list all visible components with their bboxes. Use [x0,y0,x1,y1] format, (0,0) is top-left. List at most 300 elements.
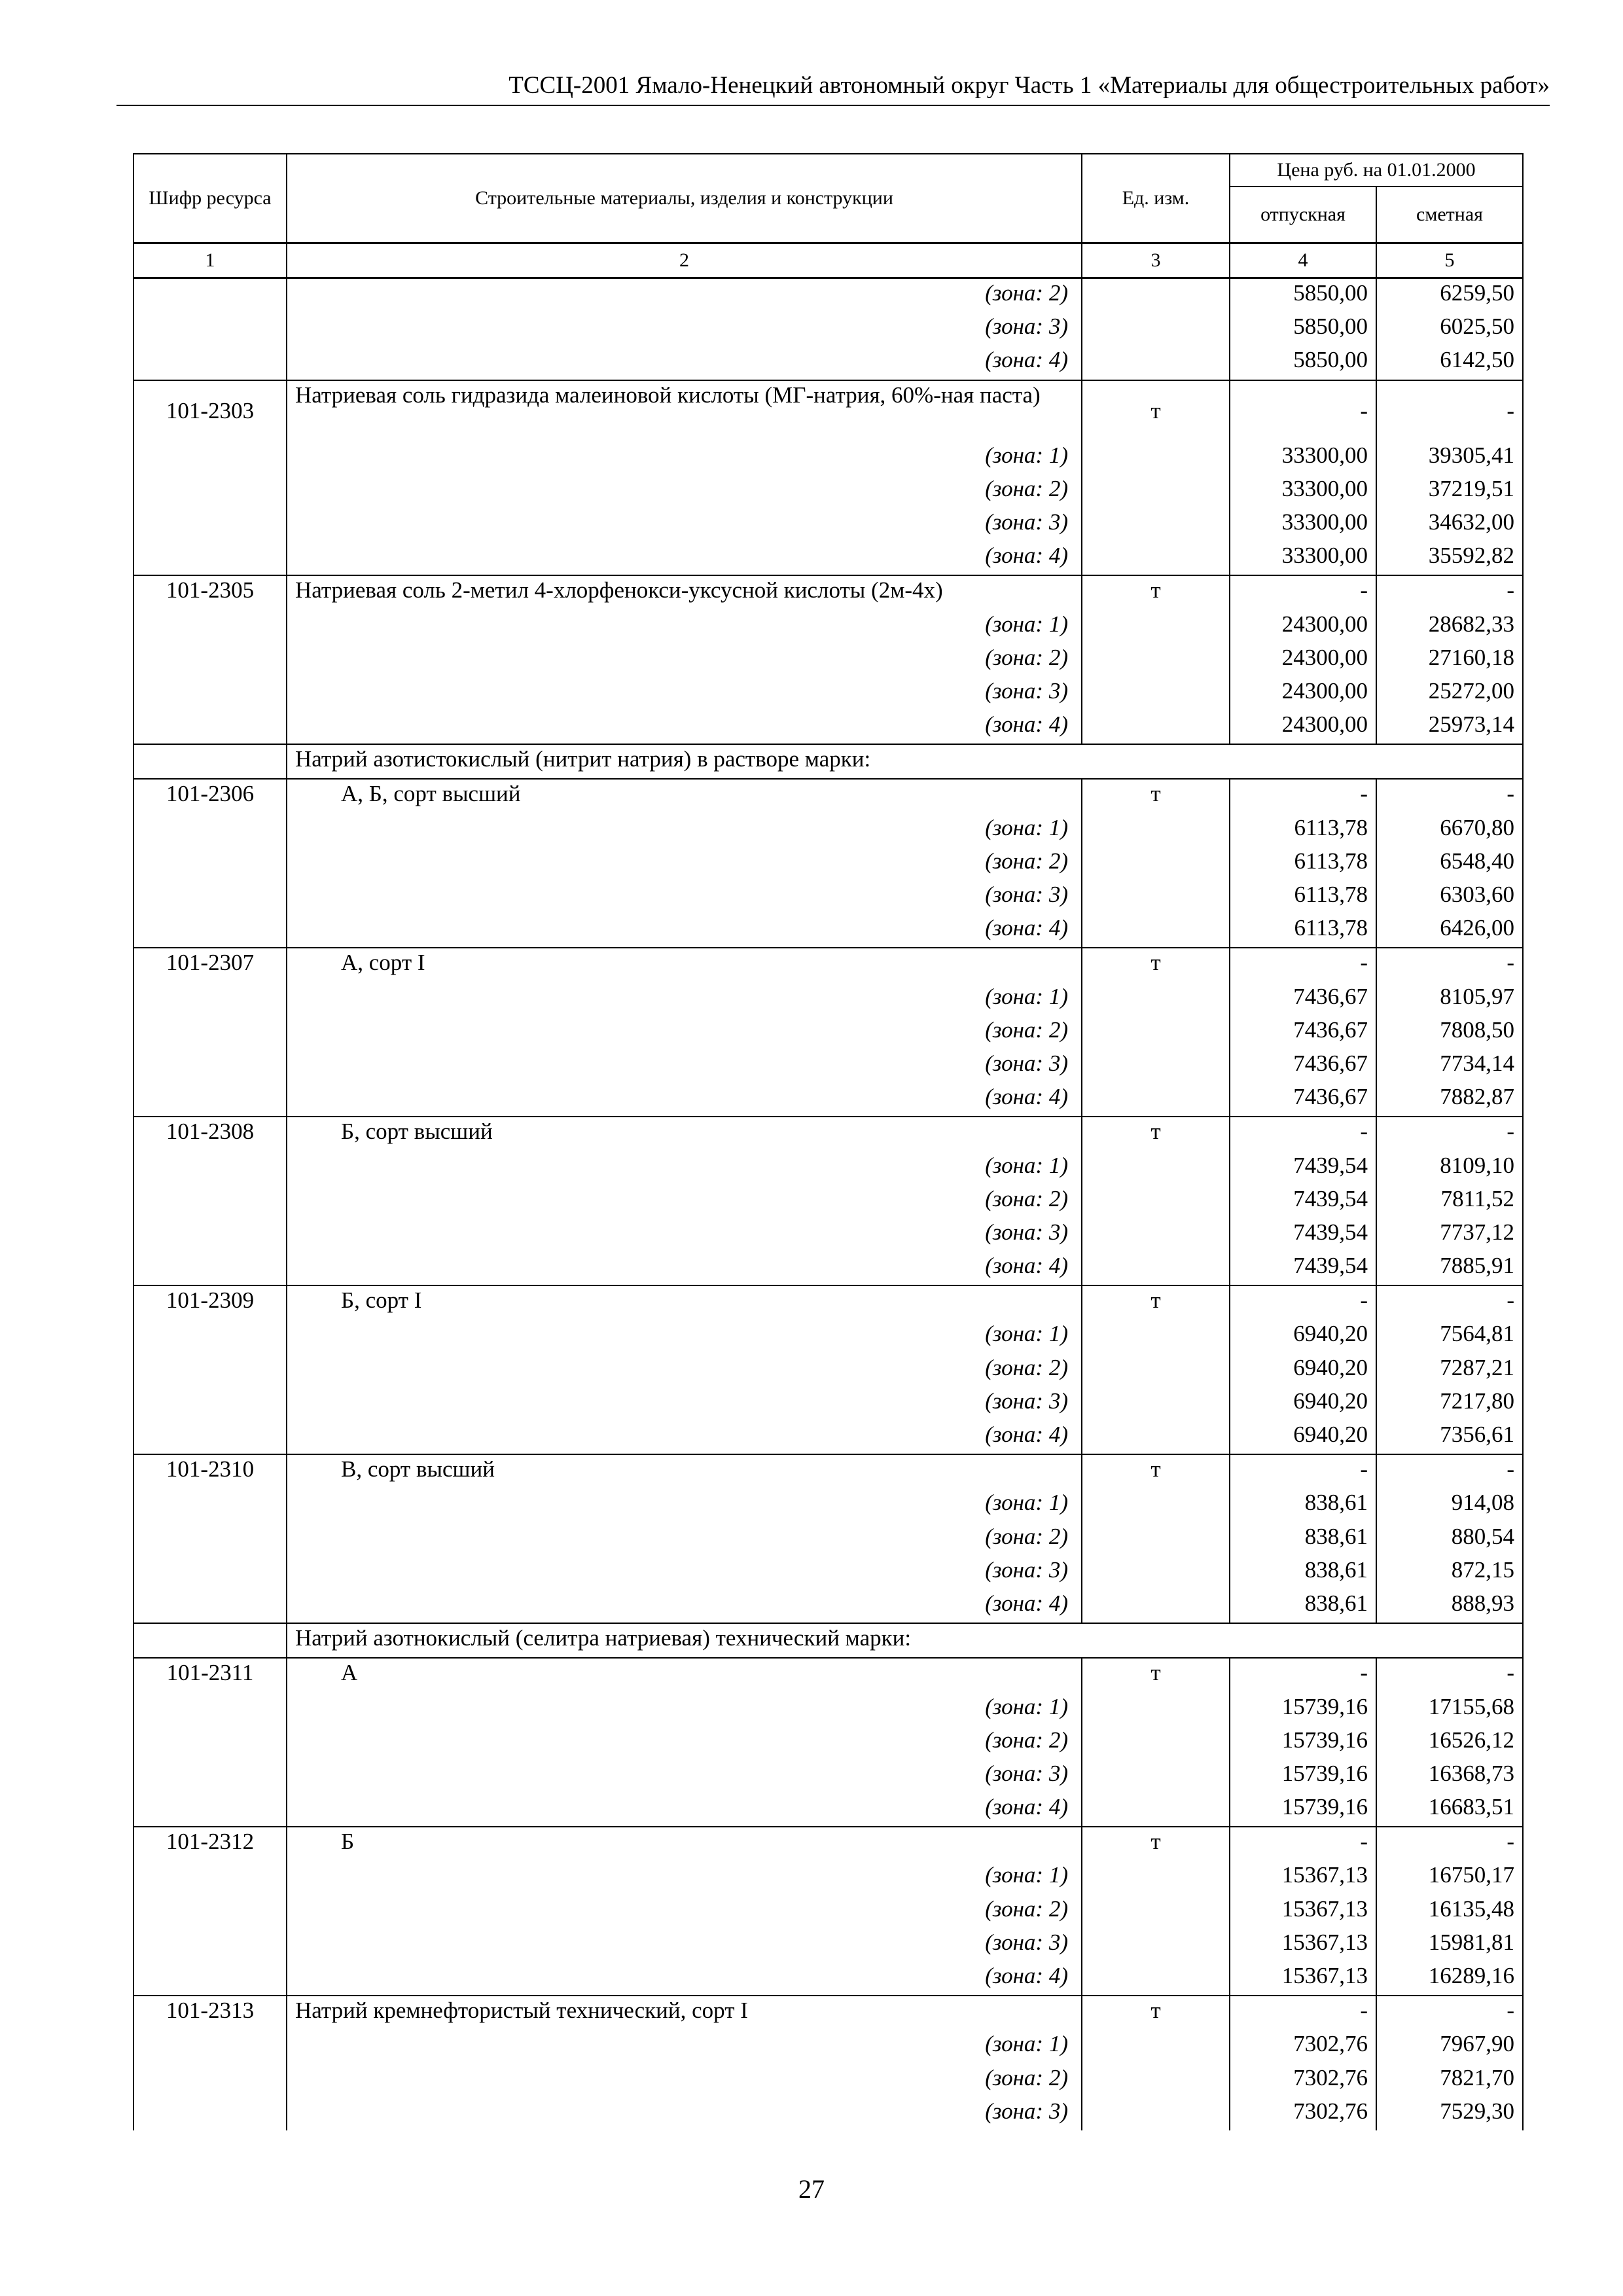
unit-cell: т [1082,1117,1230,1151]
estimate-price: - [1376,1996,1523,2030]
zone-label: (зона: 3) [287,312,1082,346]
code-cell [134,1420,287,1454]
unit-cell [1082,1693,1230,1726]
price-table [133,153,1524,2130]
release-price: 15367,13 [1230,1895,1376,1928]
zone-row [134,441,1523,475]
code-cell [134,1522,287,1556]
zone-label: (зона: 4) [287,1420,1082,1454]
release-price: - [1230,1827,1376,1861]
zone-row [134,814,1523,847]
code-cell [134,312,287,346]
zone-label: (зона: 2) [287,1522,1082,1556]
release-price: 7439,54 [1230,1185,1376,1218]
material-name [287,1454,1082,1488]
estimate-price: 6426,00 [1376,914,1523,948]
estimate-price: 34632,00 [1376,508,1523,541]
estimate-price: - [1376,1117,1523,1151]
zone-label: (зона: 3) [287,1759,1082,1793]
unit-cell [1082,847,1230,880]
zone-label: (зона: 4) [287,710,1082,744]
zone-label: (зона: 3) [287,880,1082,914]
code-cell [134,1861,287,1894]
zone-row [134,1049,1523,1083]
code-cell [134,982,287,1016]
zone-row [134,278,1523,313]
unit-cell [1082,880,1230,914]
code-cell [134,1083,287,1117]
code-cell [134,1759,287,1793]
zone-label: (зона: 1) [287,1488,1082,1522]
zone-row [134,1016,1523,1049]
unit-cell [1082,475,1230,508]
code-cell [134,643,287,677]
zone-row [134,1895,1523,1928]
code-cell [134,508,287,541]
unit-cell: т [1082,1658,1230,1692]
estimate-price: 7217,80 [1376,1387,1523,1420]
zone-row [134,710,1523,744]
unit-cell [1082,1589,1230,1623]
col-header-estimate: сметная [1376,187,1523,243]
zone-label: (зона: 4) [287,1589,1082,1623]
unit-cell [1082,1522,1230,1556]
zone-label: (зона: 3) [287,1387,1082,1420]
zone-row [134,643,1523,677]
zone-label: (зона: 4) [287,1083,1082,1117]
estimate-price: 8105,97 [1376,982,1523,1016]
estimate-price: 6259,50 [1376,278,1523,313]
unit-cell [1082,278,1230,313]
release-price: - [1230,1658,1376,1692]
table-row [134,1117,1523,1151]
code-cell [134,847,287,880]
zone-label: (зона: 4) [287,1962,1082,1996]
zone-label: (зона: 2) [287,1354,1082,1387]
resource-code: 101-2309 [134,1285,287,1319]
estimate-price: - [1376,1454,1523,1488]
zone-label: (зона: 1) [287,1319,1082,1353]
estimate-price: 7734,14 [1376,1049,1523,1083]
unit-cell: т [1082,1827,1230,1861]
unit-cell [1082,1049,1230,1083]
col-number: 5 [1376,243,1523,278]
material-name-text: А, Б, сорт высший [341,781,521,807]
estimate-price: 880,54 [1376,1522,1523,1556]
estimate-price: 6142,50 [1376,346,1523,380]
resource-code: 101-2313 [134,1996,287,2030]
estimate-price: 7808,50 [1376,1016,1523,1049]
estimate-price: 16683,51 [1376,1793,1523,1827]
table-body [134,278,1523,2130]
zone-label: (зона: 3) [287,1928,1082,1962]
table-row [134,1996,1523,2030]
release-price: 838,61 [1230,1589,1376,1623]
release-price: 5850,00 [1230,278,1376,313]
material-name [287,1117,1082,1151]
unit-cell [1082,1185,1230,1218]
unit-cell: т [1082,1454,1230,1488]
release-price: 33300,00 [1230,508,1376,541]
release-price: 838,61 [1230,1488,1376,1522]
zone-row [134,610,1523,643]
zone-row [134,1726,1523,1759]
unit-cell [1082,1016,1230,1049]
code-cell [134,1623,287,1658]
table-row [134,1658,1523,1692]
release-price: 7439,54 [1230,1218,1376,1251]
unit-cell [1082,1928,1230,1962]
zone-row [134,541,1523,575]
code-cell [134,880,287,914]
code-cell [134,1895,287,1928]
zone-label: (зона: 3) [287,1218,1082,1251]
release-price: 24300,00 [1230,677,1376,710]
estimate-price: - [1376,1285,1523,1319]
unit-cell [1082,1488,1230,1522]
release-price: 7302,76 [1230,2097,1376,2130]
code-cell [134,1185,287,1218]
zone-label: (зона: 2) [287,1895,1082,1928]
table-row [134,1827,1523,1861]
zone-label: (зона: 4) [287,1793,1082,1827]
code-cell [134,1319,287,1353]
material-name-text: А [341,1660,358,1686]
code-cell [134,1151,287,1185]
release-price: 5850,00 [1230,346,1376,380]
table-row [134,948,1523,982]
unit-cell [1082,643,1230,677]
zone-label: (зона: 2) [287,643,1082,677]
zone-label: (зона: 1) [287,1861,1082,1894]
zone-label: (зона: 1) [287,1151,1082,1185]
release-price: 6113,78 [1230,847,1376,880]
release-price: 6940,20 [1230,1387,1376,1420]
estimate-price: 888,93 [1376,1589,1523,1623]
code-cell [134,1693,287,1726]
zone-label: (зона: 3) [287,677,1082,710]
zone-row [134,2097,1523,2130]
col-header-code: Шифр ресурса [134,154,287,243]
release-price: 7439,54 [1230,1151,1376,1185]
unit-cell [1082,677,1230,710]
unit-cell [1082,1895,1230,1928]
zone-label: (зона: 4) [287,541,1082,575]
unit-cell [1082,541,1230,575]
material-name-text: Б, сорт I [341,1287,422,1314]
material-name [287,1827,1082,1861]
group-heading: Натрий азотистокислый (нитрит натрия) в растворе марки: [287,744,1523,779]
release-price: 838,61 [1230,1556,1376,1589]
zone-label: (зона: 2) [287,2064,1082,2097]
unit-cell [1082,508,1230,541]
estimate-price: 25272,00 [1376,677,1523,710]
zone-label: (зона: 3) [287,1049,1082,1083]
table-head [134,154,1523,278]
unit-cell: т [1082,1996,1230,2030]
code-cell [134,1793,287,1827]
zone-row [134,1589,1523,1623]
unit-cell [1082,1354,1230,1387]
release-price: 24300,00 [1230,643,1376,677]
unit-cell [1082,710,1230,744]
zone-label: (зона: 4) [287,914,1082,948]
zone-row [134,1420,1523,1454]
zone-label: (зона: 1) [287,1693,1082,1726]
material-name [287,1285,1082,1319]
code-cell [134,744,287,779]
resource-code: 101-2303 [134,380,287,441]
col-number: 3 [1082,243,1230,278]
resource-code: 101-2306 [134,779,287,813]
release-price: 838,61 [1230,1522,1376,1556]
release-price: - [1230,575,1376,609]
release-price: 7436,67 [1230,982,1376,1016]
group-heading-row [134,1623,1523,1658]
unit-cell [1082,1962,1230,1996]
release-price: - [1230,948,1376,982]
estimate-price: 15981,81 [1376,1928,1523,1962]
release-price: - [1230,779,1376,813]
estimate-price: - [1376,779,1523,813]
estimate-price: - [1376,948,1523,982]
unit-cell [1082,914,1230,948]
estimate-price: 872,15 [1376,1556,1523,1589]
zone-row [134,508,1523,541]
unit-cell: т [1082,948,1230,982]
estimate-price: 914,08 [1376,1488,1523,1522]
unit-cell [1082,1556,1230,1589]
code-cell [134,914,287,948]
release-price: 15739,16 [1230,1759,1376,1793]
estimate-price: 7737,12 [1376,1218,1523,1251]
zone-row [134,1488,1523,1522]
material-name-text: Б, сорт высший [341,1119,493,1145]
resource-code: 101-2305 [134,575,287,609]
release-price: 5850,00 [1230,312,1376,346]
resource-code: 101-2308 [134,1117,287,1151]
zone-row [134,982,1523,1016]
estimate-price: - [1376,575,1523,609]
estimate-price: 7967,90 [1376,2030,1523,2063]
estimate-price: 6025,50 [1376,312,1523,346]
estimate-price: 17155,68 [1376,1693,1523,1726]
zone-label: (зона: 2) [287,1726,1082,1759]
estimate-price: 7356,61 [1376,1420,1523,1454]
estimate-price: - [1376,380,1523,441]
release-price: 6113,78 [1230,814,1376,847]
zone-row [134,1522,1523,1556]
page-number: 27 [798,2174,825,2204]
col-header-release: отпускная [1230,187,1376,243]
estimate-price: 7882,87 [1376,1083,1523,1117]
zone-row [134,1251,1523,1285]
estimate-price: 37219,51 [1376,475,1523,508]
release-price: 7436,67 [1230,1049,1376,1083]
release-price: 7302,76 [1230,2030,1376,2063]
col-header-price-group: Цена руб. на 01.01.2000 [1230,154,1523,187]
unit-cell [1082,1420,1230,1454]
zone-row [134,1793,1523,1827]
zone-label: (зона: 4) [287,1251,1082,1285]
zone-row [134,1354,1523,1387]
zone-row [134,1185,1523,1218]
unit-cell [1082,346,1230,380]
material-name-text: Б [341,1829,355,1855]
header-rule [116,105,1550,106]
zone-label: (зона: 2) [287,278,1082,313]
release-price: 7436,67 [1230,1083,1376,1117]
code-cell [134,1049,287,1083]
table-row [134,575,1523,609]
release-price: - [1230,1454,1376,1488]
table-row [134,1454,1523,1488]
zone-row [134,475,1523,508]
unit-cell [1082,2030,1230,2063]
zone-row [134,1962,1523,1996]
release-price: 15367,13 [1230,1962,1376,1996]
col-number: 4 [1230,243,1376,278]
code-cell [134,1387,287,1420]
zone-row [134,880,1523,914]
unit-cell [1082,1218,1230,1251]
zone-label: (зона: 3) [287,508,1082,541]
zone-label: (зона: 2) [287,847,1082,880]
code-cell [134,1726,287,1759]
estimate-price: 7885,91 [1376,1251,1523,1285]
table-row [134,1285,1523,1319]
release-price: - [1230,1285,1376,1319]
release-price: 15739,16 [1230,1693,1376,1726]
zone-row [134,1387,1523,1420]
running-header: ТССЦ-2001 Ямало-Ненецкий автономный округ Часть 1 «Материалы для общестроительных работ» [508,72,1550,99]
code-cell [134,475,287,508]
col-number: 2 [287,243,1082,278]
code-cell [134,1218,287,1251]
resource-code: 101-2310 [134,1454,287,1488]
zone-label: (зона: 4) [287,346,1082,380]
code-cell [134,677,287,710]
code-cell [134,346,287,380]
unit-cell [1082,441,1230,475]
zone-label: (зона: 2) [287,1016,1082,1049]
table-row [134,380,1523,441]
release-price: - [1230,1996,1376,2030]
zone-row [134,847,1523,880]
code-cell [134,278,287,313]
estimate-price: 7287,21 [1376,1354,1523,1387]
code-cell [134,1354,287,1387]
unit-cell [1082,1759,1230,1793]
code-cell [134,710,287,744]
estimate-price: 16526,12 [1376,1726,1523,1759]
unit-cell [1082,610,1230,643]
code-cell [134,1928,287,1962]
group-heading-row [134,744,1523,779]
unit-cell [1082,2064,1230,2097]
zone-row [134,346,1523,380]
zone-row [134,2064,1523,2097]
unit-cell [1082,982,1230,1016]
unit-cell: т [1082,575,1230,609]
resource-code: 101-2312 [134,1827,287,1861]
zone-row [134,1861,1523,1894]
code-cell [134,541,287,575]
release-price: 7436,67 [1230,1016,1376,1049]
unit-cell: т [1082,380,1230,441]
code-cell [134,1556,287,1589]
material-name: Натрий кремнефтористый технический, сорт I [287,1996,1082,2030]
release-price: 33300,00 [1230,541,1376,575]
zone-row [134,677,1523,710]
estimate-price: 6303,60 [1376,880,1523,914]
release-price: 15739,16 [1230,1726,1376,1759]
zone-row [134,1759,1523,1793]
zone-row [134,1218,1523,1251]
estimate-price: 7811,52 [1376,1185,1523,1218]
release-price: 7302,76 [1230,2064,1376,2097]
code-cell [134,2064,287,2097]
estimate-price: 27160,18 [1376,643,1523,677]
estimate-price: 16750,17 [1376,1861,1523,1894]
code-cell [134,1488,287,1522]
zone-row [134,1693,1523,1726]
material-name [287,1658,1082,1692]
estimate-price: 6548,40 [1376,847,1523,880]
unit-cell [1082,1251,1230,1285]
release-price: 15367,13 [1230,1928,1376,1962]
zone-row [134,1319,1523,1353]
code-cell [134,2097,287,2130]
code-cell [134,814,287,847]
col-number: 1 [134,243,287,278]
code-cell [134,1962,287,1996]
estimate-price: 7529,30 [1376,2097,1523,2130]
release-price: 6940,20 [1230,1319,1376,1353]
estimate-price: 35592,82 [1376,541,1523,575]
unit-cell [1082,1387,1230,1420]
unit-cell [1082,814,1230,847]
code-cell [134,1016,287,1049]
release-price: - [1230,1117,1376,1151]
unit-cell [1082,2097,1230,2130]
release-price: 7439,54 [1230,1251,1376,1285]
zone-label: (зона: 1) [287,982,1082,1016]
unit-cell [1082,1726,1230,1759]
zone-label: (зона: 1) [287,814,1082,847]
code-cell [134,441,287,475]
release-price: 24300,00 [1230,610,1376,643]
zone-label: (зона: 1) [287,610,1082,643]
release-price: 6113,78 [1230,914,1376,948]
table-row [134,779,1523,813]
estimate-price: - [1376,1827,1523,1861]
unit-cell: т [1082,1285,1230,1319]
release-price: 15367,13 [1230,1861,1376,1894]
zone-label: (зона: 3) [287,1556,1082,1589]
material-name: Натриевая соль гидразида малеиновой кислоты (МГ-натрия, 60%-ная паста) [287,380,1082,441]
unit-cell [1082,1861,1230,1894]
zone-row [134,914,1523,948]
zone-row [134,1151,1523,1185]
code-cell [134,1251,287,1285]
zone-label: (зона: 1) [287,441,1082,475]
estimate-price: 6670,80 [1376,814,1523,847]
estimate-price: 25973,14 [1376,710,1523,744]
unit-cell [1082,1083,1230,1117]
unit-cell [1082,1793,1230,1827]
estimate-price: 7821,70 [1376,2064,1523,2097]
